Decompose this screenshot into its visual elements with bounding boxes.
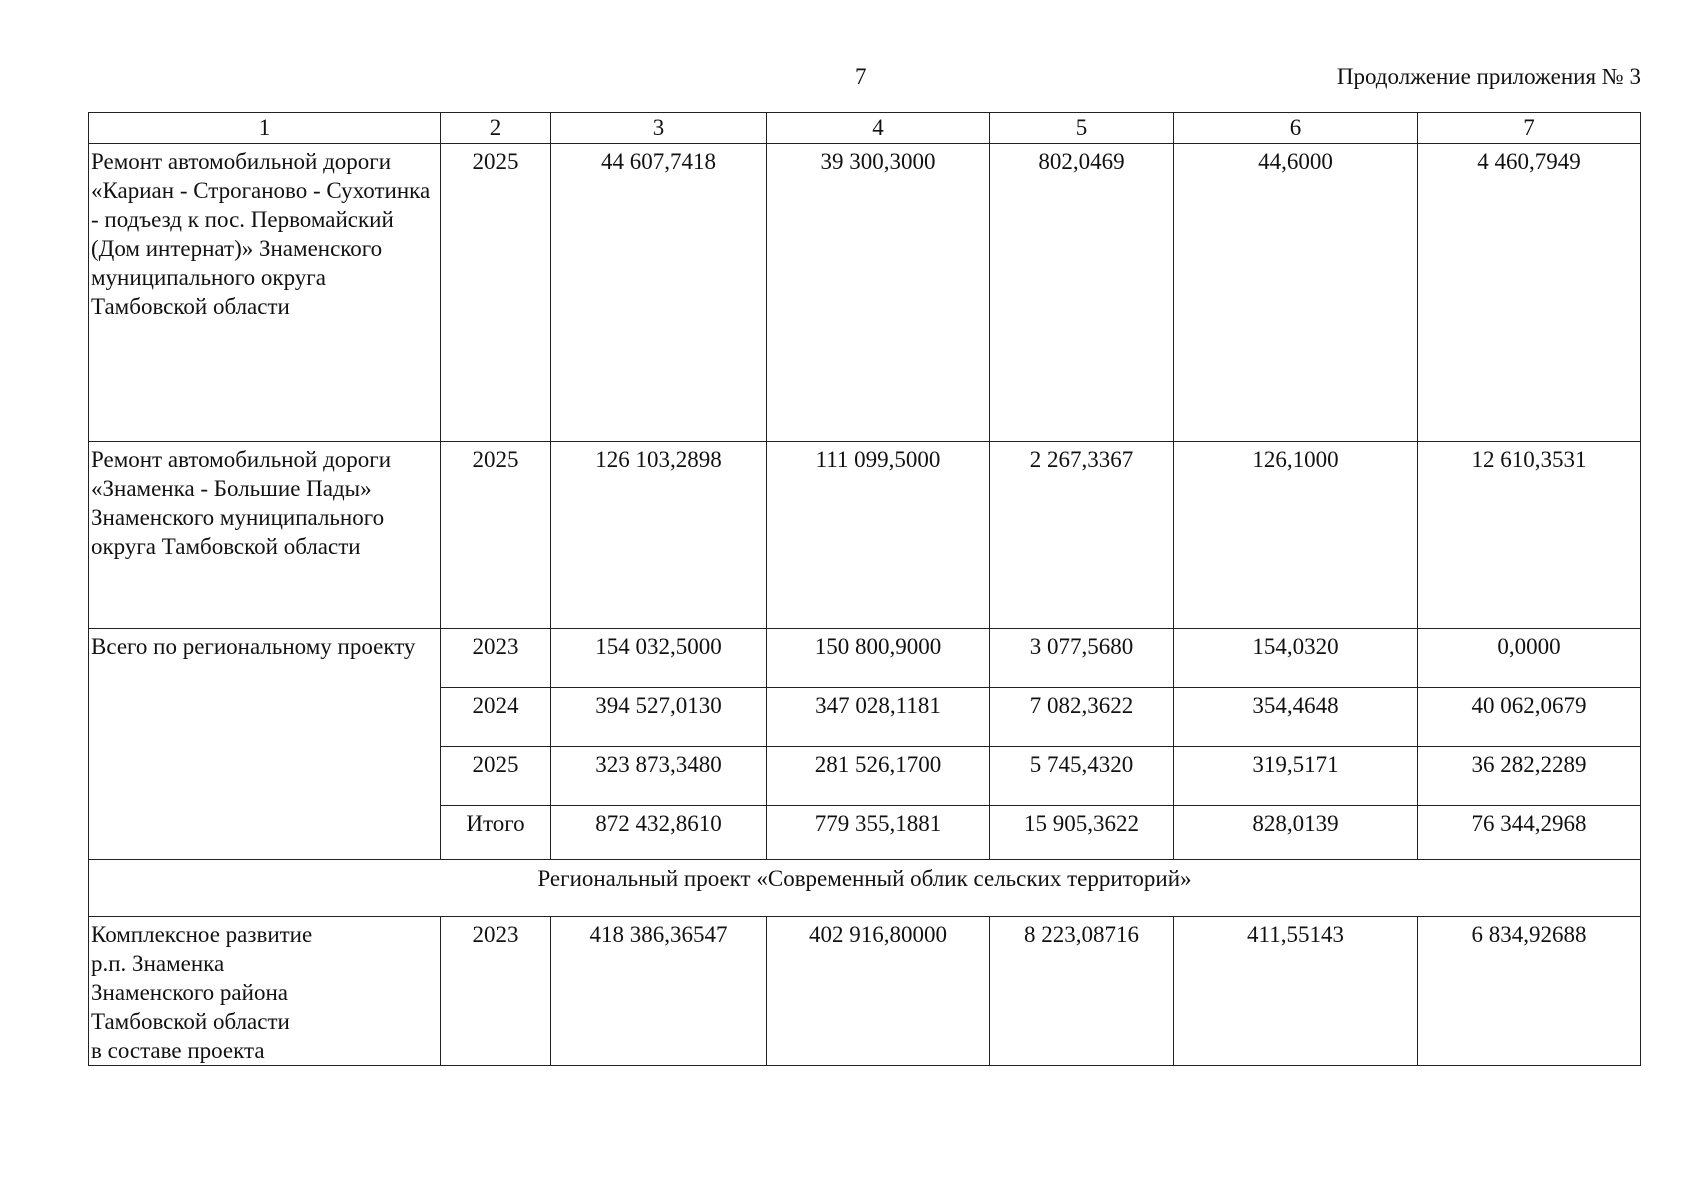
- total-description: Всего по региональному проекту: [89, 629, 441, 860]
- description-line: Тамбовской области: [91, 1009, 290, 1034]
- table-row: [89, 629, 1641, 688]
- year-cell: 2025: [441, 442, 551, 629]
- value-cell: 36 282,2289: [1418, 747, 1641, 806]
- value-cell: 3 077,5680: [990, 629, 1174, 688]
- value-cell: 402 916,80000: [767, 917, 990, 1066]
- value-cell: 44,6000: [1174, 144, 1418, 442]
- table-row: [89, 144, 1641, 442]
- object-description: Ремонт автомобильной дороги «Кариан - Строганово - Сухотинка - подъезд к пос. Первомайский (Дом интернат)» Знаменского муниципального округа Тамбовской области: [89, 144, 441, 442]
- value-cell: 44 607,7418: [551, 144, 767, 442]
- description-line: в составе проекта: [91, 1038, 265, 1063]
- value-cell: 394 527,0130: [551, 688, 767, 747]
- value-cell: 154 032,5000: [551, 629, 767, 688]
- value-cell: 40 062,0679: [1418, 688, 1641, 747]
- object-description: [89, 917, 441, 1066]
- column-header: 1: [89, 113, 441, 144]
- value-cell: 347 028,1181: [767, 688, 990, 747]
- value-cell: 2 267,3367: [990, 442, 1174, 629]
- column-header: 5: [990, 113, 1174, 144]
- value-cell: 872 432,8610: [551, 806, 767, 860]
- value-cell: 281 526,1700: [767, 747, 990, 806]
- section-title: Региональный проект «Современный облик сельских территорий»: [89, 860, 1641, 917]
- value-cell: 354,4648: [1174, 688, 1418, 747]
- value-cell: 8 223,08716: [990, 917, 1174, 1066]
- section-row: [89, 860, 1641, 917]
- description-line: р.п. Знаменка: [91, 951, 225, 976]
- column-header: 7: [1418, 113, 1641, 144]
- column-header: 3: [551, 113, 767, 144]
- value-cell: 76 344,2968: [1418, 806, 1641, 860]
- value-cell: 6 834,92688: [1418, 917, 1641, 1066]
- column-header: 6: [1174, 113, 1418, 144]
- page-number: 7: [855, 64, 867, 89]
- description-line: Знаменского района: [91, 980, 288, 1005]
- year-cell: 2025: [441, 747, 551, 806]
- object-description: Ремонт автомобильной дороги «Знаменка - Большие Пады» Знаменского муниципального округа Тамбовской области: [89, 442, 441, 629]
- value-cell: 154,0320: [1174, 629, 1418, 688]
- value-cell: 323 873,3480: [551, 747, 767, 806]
- value-cell: 150 800,9000: [767, 629, 990, 688]
- year-cell: 2023: [441, 629, 551, 688]
- table-row: [89, 442, 1641, 629]
- total-label-cell: Итого: [441, 806, 551, 860]
- appendix-continuation-label: Продолжение приложения № 3: [1336, 64, 1641, 89]
- value-cell: 5 745,4320: [990, 747, 1174, 806]
- value-cell: 828,0139: [1174, 806, 1418, 860]
- value-cell: 126,1000: [1174, 442, 1418, 629]
- value-cell: 15 905,3622: [990, 806, 1174, 860]
- value-cell: 39 300,3000: [767, 144, 990, 442]
- column-header: 4: [767, 113, 990, 144]
- value-cell: 319,5171: [1174, 747, 1418, 806]
- value-cell: 411,55143: [1174, 917, 1418, 1066]
- year-cell: 2024: [441, 688, 551, 747]
- value-cell: 779 355,1881: [767, 806, 990, 860]
- table-row: [89, 917, 1641, 1066]
- value-cell: 0,0000: [1418, 629, 1641, 688]
- value-cell: 7 082,3622: [990, 688, 1174, 747]
- column-header: 2: [441, 113, 551, 144]
- value-cell: 111 099,5000: [767, 442, 990, 629]
- year-cell: 2023: [441, 917, 551, 1066]
- year-cell: 2025: [441, 144, 551, 442]
- column-number-row: [89, 113, 1641, 144]
- budget-table: [88, 112, 1641, 1066]
- value-cell: 802,0469: [990, 144, 1174, 442]
- description-line: Комплексное развитие: [91, 922, 313, 947]
- value-cell: 418 386,36547: [551, 917, 767, 1066]
- value-cell: 12 610,3531: [1418, 442, 1641, 629]
- value-cell: 4 460,7949: [1418, 144, 1641, 442]
- value-cell: 126 103,2898: [551, 442, 767, 629]
